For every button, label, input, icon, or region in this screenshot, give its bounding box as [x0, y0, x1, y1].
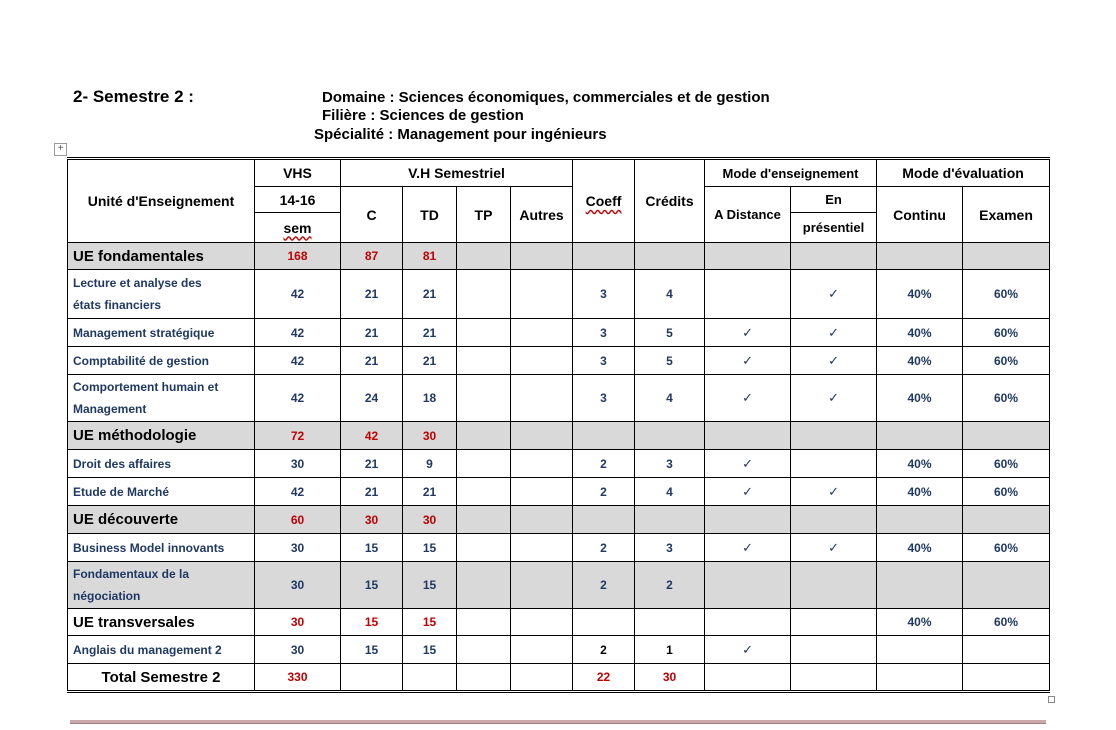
course-c: 21: [341, 478, 403, 506]
ue-td: 81: [403, 243, 457, 270]
ue-c: 15: [341, 609, 403, 636]
ue-td: 15: [403, 609, 457, 636]
course-coeff: 2: [573, 562, 635, 609]
ue-continu: 40%: [877, 609, 963, 636]
empty-cell: [457, 450, 511, 478]
empty-cell: [635, 506, 705, 534]
empty-cell: [457, 506, 511, 534]
ue-examen: 60%: [963, 609, 1050, 636]
course-vhs: 42: [255, 478, 341, 506]
distance-check-icon: ✓: [705, 636, 791, 664]
empty-cell: [457, 422, 511, 450]
empty-cell: [511, 319, 573, 347]
course-credits: 5: [635, 347, 705, 375]
course-vhs: 42: [255, 375, 341, 422]
ue-c: 87: [341, 243, 403, 270]
course-credits: 4: [635, 375, 705, 422]
course-c: 21: [341, 270, 403, 319]
course-name: [68, 270, 255, 319]
course-coeff: 3: [573, 347, 635, 375]
course-td: 15: [403, 636, 457, 664]
course-td: 15: [403, 562, 457, 609]
course-continu: 40%: [877, 347, 963, 375]
distance-check-icon: ✓: [705, 347, 791, 375]
empty-cell: [511, 270, 573, 319]
empty-cell: [457, 243, 511, 270]
header-row-1: [68, 159, 1050, 187]
col-continu: Continu: [877, 187, 963, 243]
empty-cell: [791, 664, 877, 692]
empty-cell: [511, 422, 573, 450]
course-td: 21: [403, 270, 457, 319]
empty-cell: [457, 270, 511, 319]
empty-cell: [457, 562, 511, 609]
course-td: 15: [403, 534, 457, 562]
course-name: Management stratégique: [68, 319, 255, 347]
col-td: TD: [403, 187, 457, 243]
ue-vhs: 72: [255, 422, 341, 450]
course-row: [68, 270, 1050, 319]
ue-name: UE fondamentales: [68, 243, 255, 270]
course-vhs: 30: [255, 534, 341, 562]
empty-cell: [705, 609, 791, 636]
empty-cell: [877, 243, 963, 270]
course-name-line2: Management: [73, 402, 147, 416]
course-coeff: 2: [573, 450, 635, 478]
semester-title: 2- Semestre 2 :: [73, 87, 194, 106]
course-continu: 40%: [877, 534, 963, 562]
ue-vhs: 30: [255, 609, 341, 636]
empty-cell: [457, 319, 511, 347]
empty-cell: [705, 506, 791, 534]
ue-td: 30: [403, 422, 457, 450]
ue-vhs: 168: [255, 243, 341, 270]
course-coeff: 2: [573, 534, 635, 562]
course-coeff: 3: [573, 375, 635, 422]
course-credits: 1: [635, 636, 705, 664]
empty-cell: [705, 270, 791, 319]
course-c: 21: [341, 319, 403, 347]
empty-cell: [511, 375, 573, 422]
empty-cell: [511, 609, 573, 636]
empty-cell: [511, 664, 573, 692]
empty-cell: [791, 506, 877, 534]
course-td: 21: [403, 347, 457, 375]
course-td: 21: [403, 478, 457, 506]
empty-cell: [877, 664, 963, 692]
col-unite: Unité d'Enseignement: [68, 159, 255, 243]
course-row: [68, 478, 1050, 506]
course-coeff: 3: [573, 319, 635, 347]
filiere-line: Filière : Sciences de gestion: [322, 107, 524, 124]
empty-cell: [877, 562, 963, 609]
empty-cell: [791, 636, 877, 664]
col-en: En: [791, 187, 877, 213]
total-credits: 30: [635, 664, 705, 692]
empty-cell: [511, 243, 573, 270]
col-mode-evaluation: Mode d'évaluation: [877, 159, 1050, 187]
empty-cell: [877, 636, 963, 664]
empty-cell: [573, 422, 635, 450]
course-name-line1: Comportement humain et: [73, 380, 219, 394]
total-coeff: 22: [573, 664, 635, 692]
col-presentiel: présentiel: [791, 213, 877, 243]
empty-cell: [457, 664, 511, 692]
course-examen: 60%: [963, 478, 1050, 506]
course-name-line1: Lecture et analyse des: [73, 276, 202, 290]
table-resize-handle[interactable]: [1048, 696, 1055, 703]
table-move-handle-icon[interactable]: +: [54, 143, 67, 156]
course-row: [68, 534, 1050, 562]
col-credits: Crédits: [635, 159, 705, 243]
empty-cell: [791, 562, 877, 609]
total-label: Total Semestre 2: [68, 664, 255, 692]
empty-cell: [457, 636, 511, 664]
empty-cell: [791, 243, 877, 270]
course-c: 15: [341, 636, 403, 664]
empty-cell: [705, 664, 791, 692]
empty-cell: [511, 450, 573, 478]
course-row: [68, 636, 1050, 664]
course-vhs: 30: [255, 562, 341, 609]
distance-check-icon: ✓: [705, 450, 791, 478]
course-credits: 5: [635, 319, 705, 347]
empty-cell: [457, 478, 511, 506]
empty-cell: [573, 506, 635, 534]
empty-cell: [791, 422, 877, 450]
ue-vhs: 60: [255, 506, 341, 534]
col-autres: Autres: [511, 187, 573, 243]
coeff-label: Coeff: [585, 193, 622, 209]
course-examen: 60%: [963, 347, 1050, 375]
course-td: 21: [403, 319, 457, 347]
col-vh-semestriel: V.H Semestriel: [341, 159, 573, 187]
total-vhs: 330: [255, 664, 341, 692]
empty-cell: [457, 375, 511, 422]
course-c: 21: [341, 347, 403, 375]
course-examen: 60%: [963, 450, 1050, 478]
course-td: 9: [403, 450, 457, 478]
course-c: 21: [341, 450, 403, 478]
empty-cell: [403, 664, 457, 692]
domaine-line: Domaine : Sciences économiques, commerciales et de gestion: [322, 89, 770, 106]
course-credits: 2: [635, 562, 705, 609]
course-credits: 3: [635, 450, 705, 478]
ue-name: UE transversales: [68, 609, 255, 636]
course-examen: 60%: [963, 375, 1050, 422]
empty-cell: [457, 347, 511, 375]
ue-row: [68, 609, 1050, 636]
ue-name: UE méthodologie: [68, 422, 255, 450]
course-examen: 60%: [963, 270, 1050, 319]
course-row: [68, 375, 1050, 422]
distance-check-icon: ✓: [705, 534, 791, 562]
course-continu: 40%: [877, 375, 963, 422]
ue-row: [68, 422, 1050, 450]
empty-cell: [511, 478, 573, 506]
ue-c: 42: [341, 422, 403, 450]
col-tp: TP: [457, 187, 511, 243]
course-td: 18: [403, 375, 457, 422]
course-credits: 4: [635, 270, 705, 319]
course-name: Etude de Marché: [68, 478, 255, 506]
col-mode-enseignement: Mode d'enseignement: [705, 159, 877, 187]
col-c: C: [341, 187, 403, 243]
empty-cell: [635, 243, 705, 270]
empty-cell: [963, 422, 1050, 450]
course-c: 24: [341, 375, 403, 422]
presentiel-check-icon: ✓: [791, 347, 877, 375]
presentiel-check-icon: ✓: [791, 534, 877, 562]
course-name: [68, 562, 255, 609]
ue-name: UE découverte: [68, 506, 255, 534]
empty-cell: [705, 562, 791, 609]
empty-cell: [963, 506, 1050, 534]
empty-cell: [705, 243, 791, 270]
course-name-line2: négociation: [73, 589, 141, 603]
course-coeff: 2: [573, 636, 635, 664]
col-vhs-sub1: 14-16: [255, 187, 341, 213]
col-distance: A Distance: [705, 187, 791, 243]
course-coeff: 2: [573, 478, 635, 506]
presentiel-check-icon: ✓: [791, 478, 877, 506]
empty-cell: [963, 664, 1050, 692]
course-plan-table: [67, 157, 1050, 693]
course-c: 15: [341, 562, 403, 609]
course-credits: 3: [635, 534, 705, 562]
course-name: Comptabilité de gestion: [68, 347, 255, 375]
empty-cell: [573, 243, 635, 270]
total-row: [68, 664, 1050, 692]
course-name: Droit des affaires: [68, 450, 255, 478]
course-examen: 60%: [963, 534, 1050, 562]
specialite-line: Spécialité : Management pour ingénieurs: [314, 126, 607, 143]
empty-cell: [635, 422, 705, 450]
empty-cell: [963, 562, 1050, 609]
course-continu: 40%: [877, 478, 963, 506]
course-name: [68, 375, 255, 422]
sem-label: sem: [283, 219, 312, 236]
course-row: [68, 562, 1050, 609]
empty-cell: [877, 422, 963, 450]
presentiel-check-icon: ✓: [791, 270, 877, 319]
course-examen: 60%: [963, 319, 1050, 347]
course-name-line2: états financiers: [73, 298, 162, 312]
course-row: [68, 450, 1050, 478]
empty-cell: [457, 534, 511, 562]
empty-cell: [511, 347, 573, 375]
empty-cell: [511, 534, 573, 562]
empty-cell: [963, 243, 1050, 270]
empty-cell: [963, 636, 1050, 664]
col-vhs-sub2: [255, 213, 341, 243]
course-credits: 4: [635, 478, 705, 506]
ue-row: [68, 506, 1050, 534]
col-examen: Examen: [963, 187, 1050, 243]
course-continu: 40%: [877, 270, 963, 319]
course-vhs: 42: [255, 319, 341, 347]
ue-row: [68, 243, 1050, 270]
course-vhs: 30: [255, 636, 341, 664]
empty-cell: [705, 422, 791, 450]
course-vhs: 30: [255, 450, 341, 478]
empty-cell: [341, 664, 403, 692]
empty-cell: [635, 609, 705, 636]
course-name-line1: Fondamentaux de la: [73, 567, 190, 581]
ue-td: 30: [403, 506, 457, 534]
course-continu: 40%: [877, 450, 963, 478]
col-vhs: VHS: [255, 159, 341, 187]
header-block: [322, 89, 770, 125]
course-continu: 40%: [877, 319, 963, 347]
empty-cell: [457, 609, 511, 636]
course-row: [68, 319, 1050, 347]
empty-cell: [511, 506, 573, 534]
course-row: [68, 347, 1050, 375]
empty-cell: [791, 609, 877, 636]
course-c: 15: [341, 534, 403, 562]
presentiel-check-icon: ✓: [791, 375, 877, 422]
course-name: Anglais du management 2: [68, 636, 255, 664]
presentiel-check-icon: ✓: [791, 319, 877, 347]
empty-cell: [511, 636, 573, 664]
course-vhs: 42: [255, 347, 341, 375]
distance-check-icon: ✓: [705, 375, 791, 422]
empty-cell: [573, 609, 635, 636]
empty-cell: [877, 506, 963, 534]
empty-cell: [511, 562, 573, 609]
distance-check-icon: ✓: [705, 319, 791, 347]
footer-divider: [70, 720, 1046, 724]
distance-check-icon: ✓: [705, 478, 791, 506]
empty-cell: [791, 450, 877, 478]
course-vhs: 42: [255, 270, 341, 319]
col-coeff: [573, 159, 635, 243]
course-name: Business Model innovants: [68, 534, 255, 562]
course-coeff: 3: [573, 270, 635, 319]
ue-c: 30: [341, 506, 403, 534]
